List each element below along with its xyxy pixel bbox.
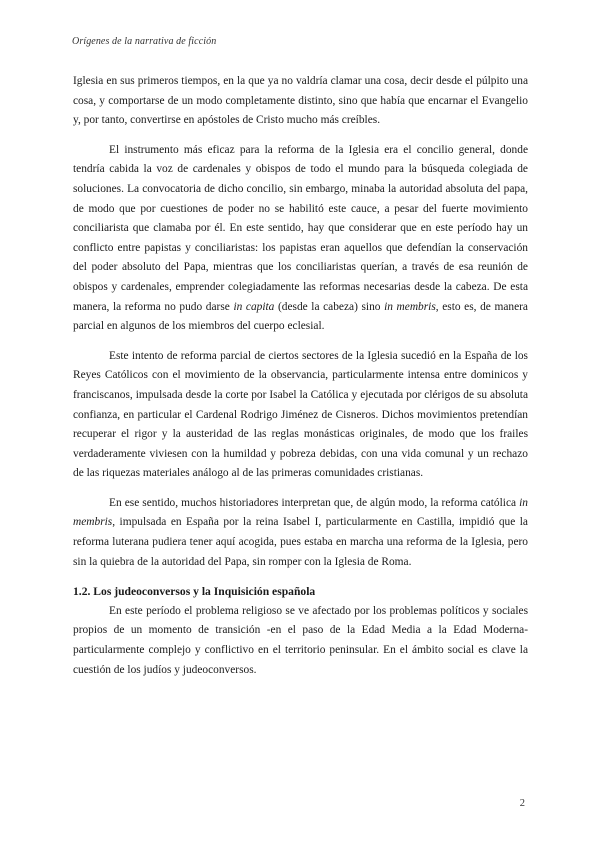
paragraph-2-text-b: (desde la cabeza) sino xyxy=(274,300,385,313)
paragraph-2 xyxy=(73,141,528,337)
document-body xyxy=(73,72,528,690)
paragraph-2-text-a: El instrumento más eficaz para la reforma de la Iglesia era el concilio general, donde tendría cabida la voz de cardenales y obispos de todo el mundo para la búsqueda colegiada de soluciones. La convocatoria de dicho concilio, sin embargo, minaba la autoridad absoluta del papa, de modo que por cuestiones de poder no se habilitó este cauce, a pesar del fuerte movimiento conciliarista que clamaba por él. En este sentido, hay que considerar que en este período hay un conflicto entre papistas y conciliaristas: los papistas eran aquellos que defendían la conservación del poder absoluto del Papa, mientras que los conciliaristas querían, a través de esa reunión de obispos y cardenales, emprender colegiadamente las reformas necesarias desde la cabeza. De esta manera, la reforma no pudo darse xyxy=(73,143,528,313)
paragraph-4 xyxy=(73,494,528,572)
page-number: 2 xyxy=(519,798,525,809)
paragraph-5: En este período el problema religioso se ve afectado por los problemas políticos y sociales propios de un momento de transición -en el paso de la Edad Media a la Edad Moderna- particularmente complejo y conflictivo en el territorio peninsular. En el ámbito social es clave la cuestión de los judíos y judeoconversos. xyxy=(73,604,528,676)
term-in-membris-2: in membris xyxy=(73,496,528,529)
section-heading: 1.2. Los judeoconversos y la Inquisición española xyxy=(73,585,316,599)
paragraph-4-text-a: En ese sentido, muchos historiadores interpretan que, de algún modo, la reforma católica xyxy=(109,496,520,509)
term-in-capita: in capita xyxy=(233,300,275,313)
paragraph-2-text-c: , esto es, de manera parcial en algunos de los miembros del cuerpo eclesial. xyxy=(73,300,528,333)
paragraph-1: Iglesia en sus primeros tiempos, en la que ya no valdría clamar una cosa, decir desde el púlpito una cosa, y comportarse de un modo completamente distinto, sino que había que encarnar el Evangelio y, por tanto, convertirse en apóstoles de Cristo mucho más creíbles. xyxy=(73,75,528,127)
paragraph-4-text-b: , impulsada en España por la reina Isabel I, particularmente en Castilla, impidió que la reforma luterana pudiera tener aquí acogida, pues estaba en marcha una reforma de la Iglesia, pero sin la quiebra de la autoridad del Papa, sin romper con la Iglesia de Roma. xyxy=(73,516,528,568)
paragraph-3: Este intento de reforma parcial de ciertos sectores de la Iglesia sucedió en la España de los Reyes Católicos con el movimiento de la observancia, particularmente intensa entre dominicos y franciscanos, impulsada desde la corte por Isabel la Católica y ejecutada por clérigos de su absoluta confianza, en particular el Cardenal Rodrigo Jiménez de Cisneros. Dichos movimientos pretendían recuperar el rigor y la austeridad de las reglas monásticas originales, de modo que los frailes verdaderamente viviesen con la humildad y pobreza debidas, con una vida comunal y un rechazo de las riquezas materiales análogo al de las primeras comunidades cristianas. xyxy=(73,349,528,480)
term-in-membris: in membris xyxy=(384,300,436,313)
running-header: Orígenes de la narrativa de ficción xyxy=(72,36,217,47)
